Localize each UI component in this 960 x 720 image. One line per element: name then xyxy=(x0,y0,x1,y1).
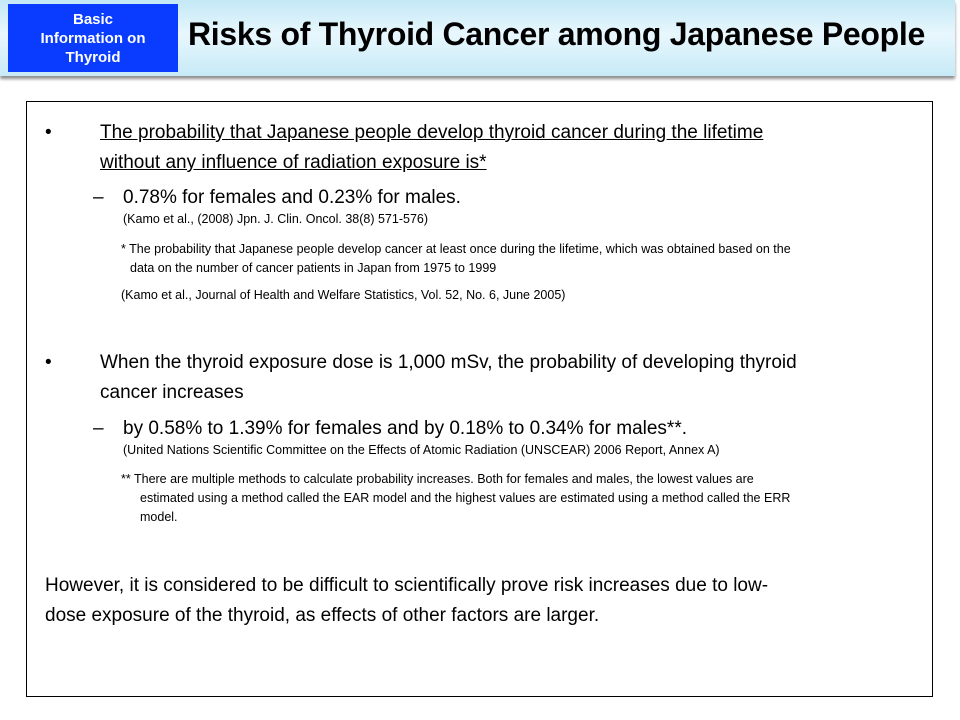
dash-icon: – xyxy=(93,418,104,439)
bullet-text: without any influence of radiation exposure is* xyxy=(100,152,487,173)
bullet-text: The probability that Japanese people develop thyroid cancer during the lifetime xyxy=(100,122,764,143)
footnote-line: * The probability that Japanese people develop cancer at least once during the lifetime, which was obtained based on the xyxy=(121,242,791,256)
category-badge xyxy=(8,4,178,72)
footnote xyxy=(121,470,921,527)
bullet-icon: • xyxy=(45,122,52,143)
sub-item-text: 0.78% for females and 0.23% for males. xyxy=(123,187,461,208)
bullet-text: When the thyroid exposure dose is 1,000 mSv, the probability of developing thyroid xyxy=(100,352,797,373)
badge-line: Information on xyxy=(40,29,146,47)
footnote-line: ** There are multiple methods to calculate probability increases. Both for females and males, the lowest values are xyxy=(121,472,754,486)
footnote xyxy=(121,240,921,278)
content-box xyxy=(26,101,933,697)
page-title: Risks of Thyroid Cancer among Japanese People xyxy=(188,16,925,52)
footnote-line: estimated using a method called the EAR model and the highest values are estimated using a method called the ERR xyxy=(140,491,791,505)
citation: (Kamo et al., (2008) Jpn. J. Clin. Oncol. 38(8) 571-576) xyxy=(123,212,429,226)
sub-item-text: by 0.58% to 1.39% for females and by 0.18% to 0.34% for males**. xyxy=(123,418,687,439)
slide-header xyxy=(0,0,955,76)
citation: (United Nations Scientific Committee on the Effects of Atomic Radiation (UNSCEAR) 2006 Report, Annex A) xyxy=(123,443,720,457)
badge-line: Basic xyxy=(72,10,114,28)
badge-line: Thyroid xyxy=(65,48,121,66)
dash-icon: – xyxy=(93,187,104,208)
conclusion-line: dose exposure of the thyroid, as effects of other factors are larger. xyxy=(45,605,600,626)
citation: (Kamo et al., Journal of Health and Welfare Statistics, Vol. 52, No. 6, June 2005) xyxy=(121,288,566,302)
footnote-line: data on the number of cancer patients in Japan from 1975 to 1999 xyxy=(130,261,497,275)
bullet-text: cancer increases xyxy=(100,382,244,403)
bullet-icon: • xyxy=(45,352,52,373)
conclusion-paragraph xyxy=(45,571,925,631)
conclusion-line: However, it is considered to be difficult to scientifically prove risk increases due to low- xyxy=(45,575,769,596)
footnote-line: model. xyxy=(140,510,178,524)
